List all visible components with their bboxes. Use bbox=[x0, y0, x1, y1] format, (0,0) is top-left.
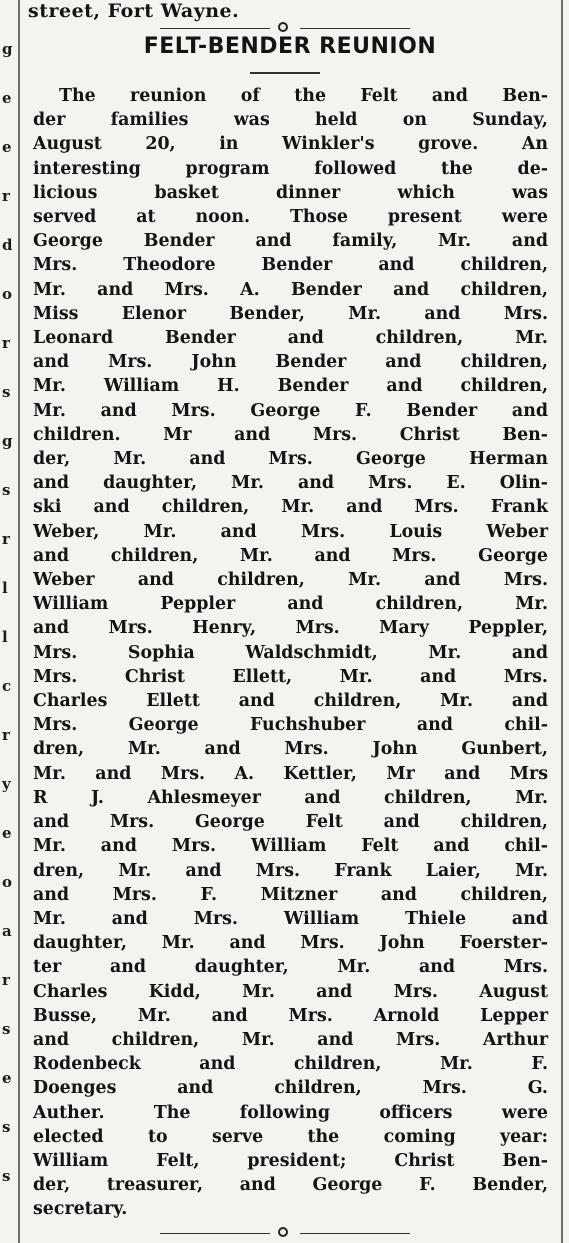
article-line: Mrs. Theodore Bender and children, bbox=[33, 255, 548, 276]
gutter-glyph: l bbox=[2, 628, 8, 646]
article-line: daughter, Mr. and Mrs. John Foerster- bbox=[33, 933, 548, 954]
gutter-glyph: r bbox=[2, 530, 10, 548]
article-line: Mrs. Christ Ellett, Mr. and Mrs. bbox=[33, 666, 548, 687]
gutter-glyph: g bbox=[2, 432, 13, 450]
article-line: William Peppler and children, Mr. bbox=[33, 594, 548, 615]
article-line: ski and children, Mr. and Mrs. Frank bbox=[33, 497, 548, 518]
gutter-glyph: c bbox=[2, 677, 12, 695]
article-line: Leonard Bender and children, Mr. bbox=[33, 328, 548, 349]
article-line: Rodenbeck and children, Mr. F. bbox=[33, 1054, 548, 1075]
article-line: The reunion of the Felt and Ben- bbox=[59, 86, 548, 106]
gutter-glyph: r bbox=[2, 726, 10, 744]
article-line: and children, Mr. and Mrs. Arthur bbox=[33, 1029, 548, 1050]
article-line: elected to serve the coming year: bbox=[33, 1126, 548, 1147]
article-line: Mrs. George Fuchshuber and chil- bbox=[33, 715, 548, 736]
gutter-glyph: s bbox=[2, 481, 11, 499]
column-rule-left bbox=[18, 0, 20, 1243]
article-line: and Mrs. John Bender and children, bbox=[33, 352, 548, 373]
gutter-glyph: e bbox=[2, 89, 12, 107]
article-line: children. Mr and Mrs. Christ Ben- bbox=[33, 424, 548, 445]
article-line: and Mrs. Henry, Mrs. Mary Peppler, bbox=[33, 618, 548, 639]
adjacent-column-fragment bbox=[0, 30, 16, 1243]
article-body bbox=[33, 84, 548, 1222]
article-line: Mr. and Mrs. George F. Bender and bbox=[33, 400, 548, 421]
gutter-glyph: y bbox=[2, 775, 11, 793]
article-line: der, Mr. and Mrs. George Herman bbox=[33, 449, 548, 470]
article-line: Busse, Mr. and Mrs. Arnold Lepper bbox=[33, 1005, 548, 1026]
gutter-glyph: d bbox=[2, 236, 13, 254]
article-line: Miss Elenor Bender, Mr. and Mrs. bbox=[33, 303, 548, 324]
gutter-glyph: l bbox=[2, 579, 8, 597]
gutter-glyph: s bbox=[2, 1167, 11, 1185]
article-line: Mr. and Mrs. A. Kettler, Mr and Mrs bbox=[33, 763, 548, 784]
article-line: and children, Mr. and Mrs. George bbox=[33, 545, 548, 566]
article-line: and Mrs. George Felt and children, bbox=[33, 812, 548, 833]
gutter-glyph: s bbox=[2, 383, 11, 401]
article-line: Mr. and Mrs. A. Bender and children, bbox=[33, 279, 548, 300]
headline-underline bbox=[250, 72, 320, 74]
article-line: and daughter, Mr. and Mrs. E. Olin- bbox=[33, 473, 548, 494]
gutter-glyph: e bbox=[2, 1069, 12, 1087]
gutter-glyph: a bbox=[2, 922, 12, 940]
article-line: dren, Mr. and Mrs. John Gunbert, bbox=[33, 739, 548, 760]
article-line: licious basket dinner which was bbox=[33, 182, 548, 203]
article-line: Auther. The following officers were bbox=[33, 1102, 548, 1123]
gutter-glyph: o bbox=[2, 285, 13, 303]
article-line: Mr. and Mrs. William Thiele and bbox=[33, 908, 548, 929]
article-line: ter and daughter, Mr. and Mrs. bbox=[33, 957, 548, 978]
gutter-glyph: r bbox=[2, 971, 10, 989]
article-line: der, treasurer, and George F. Bender, bbox=[33, 1175, 548, 1196]
article-line: Weber and children, Mr. and Mrs. bbox=[33, 570, 548, 591]
article-line: der families was held on Sunday, bbox=[33, 110, 548, 131]
article-line: R J. Ahlesmeyer and children, Mr. bbox=[33, 787, 548, 808]
article-line: Charles Ellett and children, Mr. and bbox=[33, 691, 548, 712]
article-line: Weber, Mr. and Mrs. Louis Weber bbox=[33, 521, 548, 542]
article-line: served at noon. Those present were bbox=[33, 207, 548, 228]
article-line: dren, Mr. and Mrs. Frank Laier, Mr. bbox=[33, 860, 548, 881]
article-line: Charles Kidd, Mr. and Mrs. August bbox=[33, 981, 548, 1002]
article-line: William Felt, president; Christ Ben- bbox=[33, 1150, 548, 1171]
gutter-glyph: r bbox=[2, 187, 10, 205]
gutter-glyph: e bbox=[2, 824, 12, 842]
article-line: Mrs. Sophia Waldschmidt, Mr. and bbox=[33, 642, 548, 663]
article-line: interesting program followed the de- bbox=[33, 158, 548, 179]
article-line: Doenges and children, Mrs. G. bbox=[33, 1078, 548, 1099]
gutter-glyph: r bbox=[2, 334, 10, 352]
column-rule-right bbox=[561, 0, 563, 1243]
article-line: August 20, in Winkler's grove. An bbox=[33, 134, 548, 155]
bottom-ornament-rule bbox=[160, 1227, 410, 1239]
gutter-glyph: e bbox=[2, 138, 12, 156]
previous-article-tail: street, Fort Wayne. bbox=[28, 0, 240, 22]
article-line: Mr. William H. Bender and children, bbox=[33, 376, 548, 397]
gutter-glyph: g bbox=[2, 40, 13, 58]
article-line: George Bender and family, Mr. and bbox=[33, 231, 548, 252]
gutter-glyph: s bbox=[2, 1118, 11, 1136]
article-line: secretary. bbox=[33, 1199, 128, 1220]
headline: FELT-BENDER REUNION bbox=[143, 34, 437, 59]
top-ornament-rule bbox=[160, 22, 410, 34]
article-line: Mr. and Mrs. William Felt and chil- bbox=[33, 836, 548, 857]
gutter-glyph: o bbox=[2, 873, 13, 891]
article-line: and Mrs. F. Mitzner and children, bbox=[33, 884, 548, 905]
gutter-glyph: s bbox=[2, 1020, 11, 1038]
